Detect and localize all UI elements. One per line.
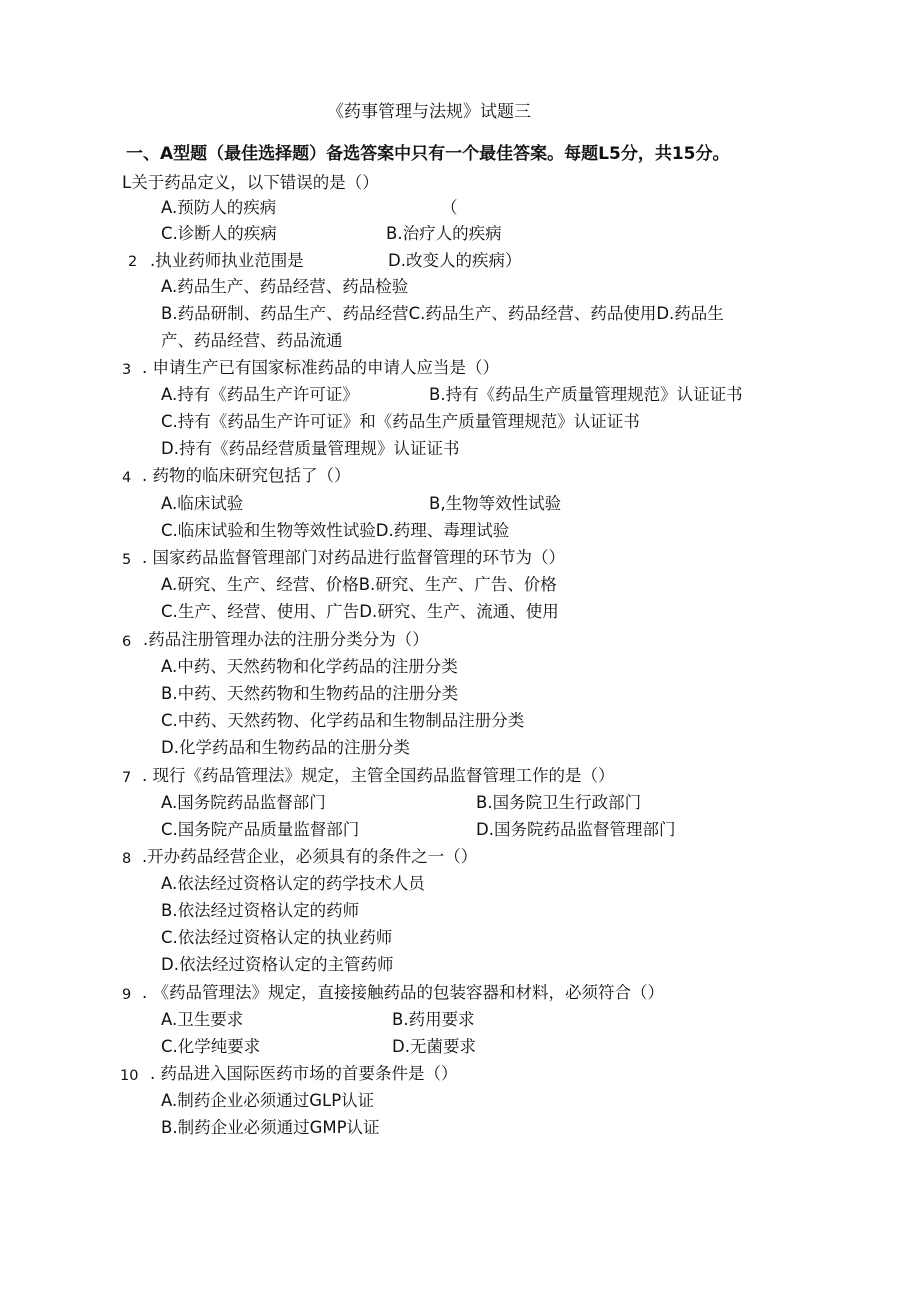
question-1-option-c: C.诊断人的疾病 — [161, 224, 277, 243]
question-5-options-cd: C.生产、经营、使用、广告D.研究、生产、流通、使用 — [161, 602, 559, 621]
question-8-option-c: C.依法经过资格认定的执业药师 — [161, 928, 393, 947]
question-9-option-b: B.药用要求 — [392, 1010, 475, 1029]
question-5-number: 5 — [122, 552, 132, 568]
question-10-number: 10 — [120, 1068, 139, 1084]
question-1-option-d: D.改变人的疾病） — [388, 251, 522, 270]
question-2-stem: .执业药师执业范围是 — [150, 251, 304, 270]
question-4-option-a: A.临床试验 — [161, 494, 244, 513]
question-9-option-d: D.无菌要求 — [392, 1037, 476, 1056]
question-5-options-ab: A.研究、生产、经营、价格B.研究、生产、广告、价格 — [161, 575, 557, 594]
question-6-option-b: B.中药、天然药物和生物药品的注册分类 — [161, 684, 459, 703]
question-8-stem: .开办药品经营企业，必须具有的条件之一（） — [142, 847, 478, 866]
question-3-option-a: A.持有《药品生产许可证》 — [161, 385, 359, 404]
question-9-number: 9 — [122, 987, 132, 1003]
question-3-number: 3 — [122, 362, 132, 378]
question-6-stem: .药品注册管理办法的注册分类分为（） — [143, 630, 429, 649]
question-7-stem: . 现行《药品管理法》规定，主管全国药品监督管理工作的是（） — [142, 766, 615, 785]
question-8-number: 8 — [122, 851, 132, 867]
page-title: 《药事管理与法规》试题三 — [327, 102, 531, 122]
section-heading: 一、A型题（最佳选择题）备选答案中只有一个最佳答案。每题L5分，共15分。 — [126, 144, 730, 164]
question-4-options-cd: C.临床试验和生物等效性试验D.药理、毒理试验 — [161, 521, 510, 540]
question-3-option-b: B.持有《药品生产质量管理规范》认证证书 — [429, 385, 743, 404]
question-9-option-c: C.化学纯要求 — [161, 1037, 261, 1056]
question-2-options-bcd: B.药品研制、药品生产、药品经营C.药品生产、药品经营、药品使用D.药品生 — [161, 304, 724, 323]
question-8-option-d: D.依法经过资格认定的主管药师 — [161, 955, 394, 974]
question-4-option-b: B,生物等效性试验 — [429, 494, 562, 513]
question-1-stem: L关于药品定义，以下错误的是（） — [122, 173, 379, 192]
question-1-paren: （ — [441, 198, 458, 217]
question-2-number: 2 — [128, 254, 138, 270]
question-1-option-b: B.治疗人的疾病 — [386, 224, 502, 243]
question-7-option-c: C.国务院产品质量监督部门 — [161, 820, 360, 839]
question-3-option-d: D.持有《药品经营质量管理规》认证证书 — [161, 439, 460, 458]
question-6-option-d: D.化学药品和生物药品的注册分类 — [161, 738, 410, 757]
question-8-option-b: B.依法经过资格认定的药师 — [161, 901, 360, 920]
question-8-option-a: A.依法经过资格认定的药学技术人员 — [161, 874, 425, 893]
question-7-option-d: D.国务院药品监督管理部门 — [476, 820, 676, 839]
question-6-number: 6 — [122, 634, 132, 650]
question-3-stem: . 申请生产已有国家标准药品的申请人应当是（） — [142, 358, 499, 377]
question-9-option-a: A.卫生要求 — [161, 1010, 244, 1029]
question-2-options-bcd-cont: 产、药品经营、药品流通 — [161, 331, 343, 350]
question-10-option-a: A.制药企业必须通过GLP认证 — [161, 1091, 375, 1110]
question-1-option-a: A.预防人的疾病 — [161, 198, 277, 217]
question-10-stem: . 药品进入国际医药市场的首要条件是（） — [150, 1064, 458, 1083]
question-10-option-b: B.制药企业必须通过GMP认证 — [161, 1118, 380, 1137]
question-7-option-a: A.国务院药品监督部门 — [161, 793, 326, 812]
question-3-option-c: C.持有《药品生产许可证》和《药品生产质量管理规范》认证证书 — [161, 412, 640, 431]
question-4-number: 4 — [122, 470, 132, 486]
question-6-option-c: C.中药、天然药物、化学药品和生物制品注册分类 — [161, 711, 525, 730]
question-2-option-a: A.药品生产、药品经营、药品检验 — [161, 277, 409, 296]
question-7-number: 7 — [122, 770, 132, 786]
question-5-stem: . 国家药品监督管理部门对药品进行监督管理的环节为（） — [142, 548, 565, 567]
question-7-option-b: B.国务院卫生行政部门 — [476, 793, 642, 812]
question-6-option-a: A.中药、天然药物和化学药品的注册分类 — [161, 657, 458, 676]
question-9-stem: . 《药品管理法》规定，直接接触药品的包装容器和材料，必须符合（） — [142, 983, 664, 1002]
question-4-stem: . 药物的临床研究包括了（） — [142, 466, 351, 485]
